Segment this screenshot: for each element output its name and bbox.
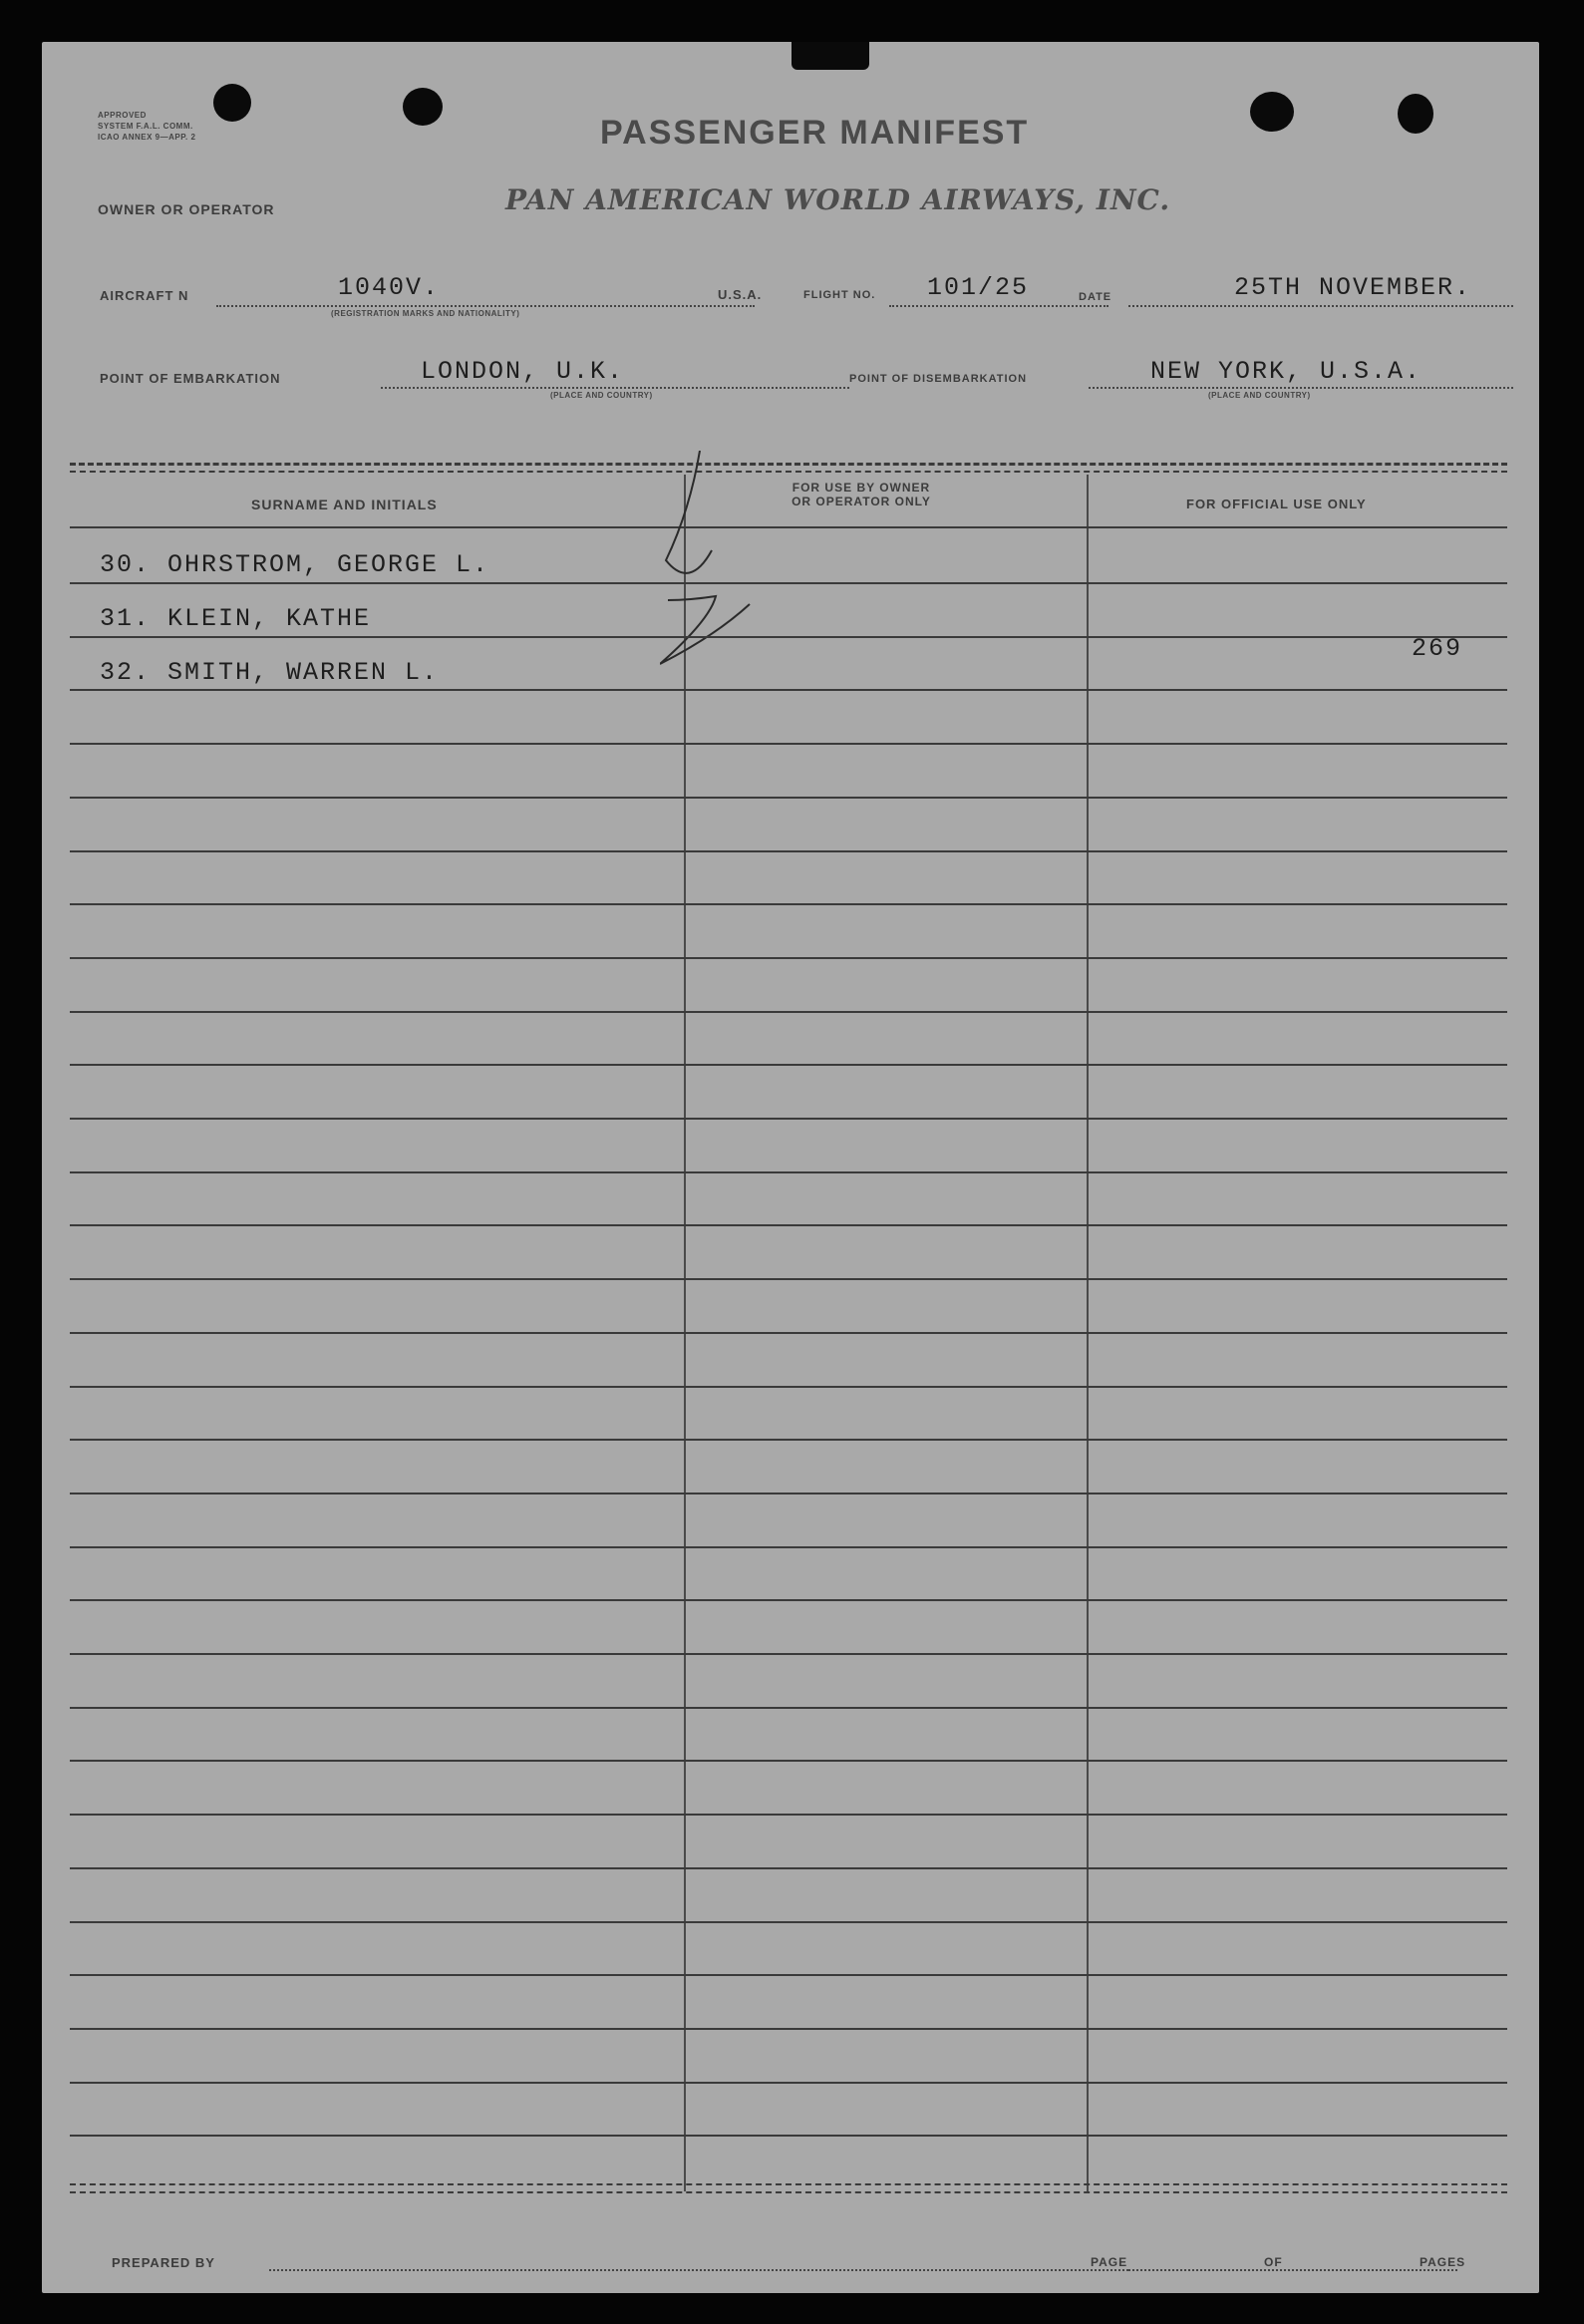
page-label: PAGE: [1091, 2255, 1128, 2269]
table-rule-line: [70, 1921, 1507, 1923]
table-rule-line: [70, 1974, 1507, 1976]
table-rule-line: [70, 689, 1507, 691]
table-rule-line: [70, 2135, 1507, 2137]
table-rule-line: [70, 743, 1507, 745]
table-rule-line: [70, 957, 1507, 959]
table-rule-line: [70, 1546, 1507, 1548]
table-rule-line: [70, 1011, 1507, 1013]
table-bottom-rule: [70, 2183, 1507, 2185]
embark-label: POINT OF EMBARKATION: [100, 371, 281, 386]
disembark-value: NEW YORK, U.S.A.: [1150, 357, 1423, 386]
punch-hole-top: [792, 42, 869, 70]
table-rule-line: [70, 903, 1507, 905]
date-underline: [1128, 305, 1513, 307]
registration-caption: (REGISTRATION MARKS AND NATIONALITY): [331, 309, 520, 318]
approval-line: ICAO ANNEX 9—APP. 2: [98, 133, 196, 142]
table-rule-line: [70, 1439, 1507, 1441]
prepared-underline: [269, 2269, 1128, 2271]
date-value: 25TH NOVEMBER.: [1234, 273, 1472, 302]
table-rule-line: [70, 2028, 1507, 2030]
table-rule-line: [70, 1386, 1507, 1388]
prepared-label: PREPARED BY: [112, 2255, 215, 2270]
approval-line: SYSTEM F.A.L. COMM.: [98, 122, 193, 131]
disembark-caption: (PLACE AND COUNTRY): [1208, 391, 1311, 400]
punch-hole-3: [1250, 92, 1294, 132]
table-rule-line: [70, 1064, 1507, 1066]
table-rule-line: [70, 1224, 1507, 1226]
table-row-name: 32. SMITH, WARREN L.: [100, 658, 440, 687]
table-rule-line: [70, 636, 1507, 638]
punch-hole-2: [403, 88, 443, 126]
check-mark-1: [666, 451, 712, 573]
operator-name: PAN AMERICAN WORLD AIRWAYS, INC.: [505, 183, 1171, 216]
embark-underline: [381, 387, 849, 389]
flight-label: FLIGHT NO.: [803, 289, 876, 301]
table-rule-line: [70, 797, 1507, 799]
table-row-official: 269: [1412, 634, 1463, 663]
table-bottom-rule-2: [70, 2191, 1507, 2193]
page-title: PASSENGER MANIFEST: [600, 114, 1030, 152]
table-rule-line: [70, 1118, 1507, 1120]
approval-block: [98, 110, 195, 143]
embark-caption: (PLACE AND COUNTRY): [550, 391, 653, 400]
flight-underline: [889, 305, 1109, 307]
table-rule-line: [70, 1867, 1507, 1869]
of-label: OF: [1264, 2255, 1283, 2269]
pencil-check-marks: [660, 451, 799, 690]
flight-value: 101/25: [927, 273, 1030, 302]
date-label: DATE: [1079, 291, 1112, 303]
header-official: FOR OFFICIAL USE ONLY: [1186, 497, 1367, 511]
header-surname: SURNAME AND INITIALS: [251, 497, 438, 512]
punch-hole-1: [213, 84, 251, 122]
table-rule-line: [70, 1814, 1507, 1816]
table-rule-line: [70, 1599, 1507, 1601]
table-row-name: 30. OHRSTROM, GEORGE L.: [100, 550, 490, 579]
approval-line: APPROVED: [98, 111, 147, 120]
table-rule-line: [70, 1493, 1507, 1494]
table-rule-line: [70, 1707, 1507, 1709]
table-rule-line: [70, 1653, 1507, 1655]
punch-hole-4: [1398, 94, 1433, 134]
usa-label: U.S.A.: [718, 287, 763, 302]
table-rule-line: [70, 850, 1507, 852]
table-rule-line: [70, 1171, 1507, 1173]
check-mark-2: [660, 596, 750, 664]
aircraft-value: 1040V.: [338, 273, 441, 302]
owner-label: OWNER OR OPERATOR: [98, 201, 275, 217]
embark-value: LONDON, U.K.: [421, 357, 625, 386]
table-row-name: 31. KLEIN, KATHE: [100, 604, 372, 633]
disembark-underline: [1089, 387, 1513, 389]
table-rule-line: [70, 1332, 1507, 1334]
manifest-sheet: [42, 42, 1539, 2293]
pages-label: PAGES: [1420, 2255, 1466, 2269]
table-rule-line: [70, 1278, 1507, 1280]
header-owner-use: FOR USE BY OWNER OR OPERATOR ONLY: [792, 481, 931, 508]
disembark-label: POINT OF DISEMBARKATION: [849, 373, 1028, 385]
table-rule-line: [70, 582, 1507, 584]
aircraft-label: AIRCRAFT N: [100, 288, 189, 303]
pages-underline: [1128, 2269, 1457, 2271]
table-rule-line: [70, 2082, 1507, 2084]
table-rule-line: [70, 1760, 1507, 1762]
aircraft-underline: [216, 305, 755, 307]
